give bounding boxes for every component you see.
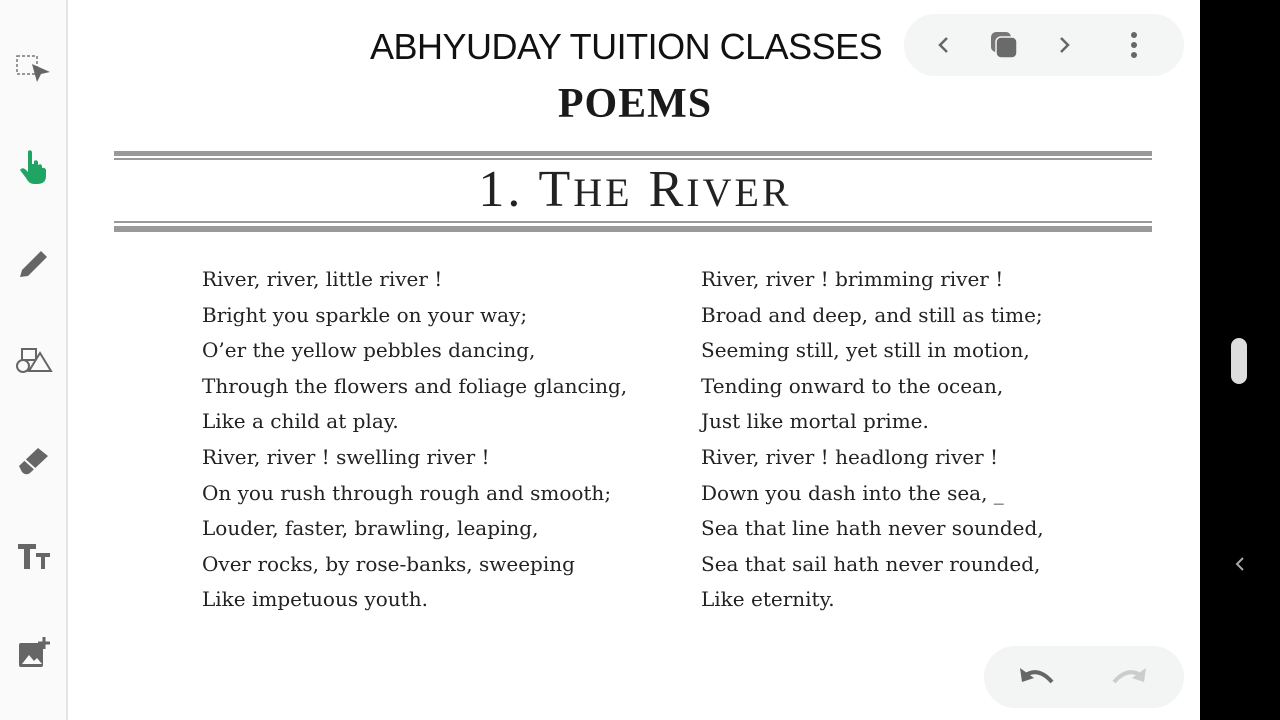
eraser-tool-button[interactable] [14,438,54,478]
title-top-rule [114,151,1152,156]
insert-image-tool-button[interactable] [14,633,54,673]
undo-redo-bar [984,646,1184,708]
side-panel-toggle[interactable] [1230,554,1250,574]
redo-icon [1108,662,1148,692]
poem-line: River, river ! headlong river ! [701,444,999,469]
poem-line: Like a child at play. [202,409,399,434]
poem-title [70,160,1200,219]
poem-line: River, river ! brimming river ! [701,267,1004,291]
title-letter: T [538,161,574,218]
poem-line: On you rush through rough and smooth; [202,480,612,505]
poem-line: Sea that line hath never sounded, [701,516,1044,541]
add-image-icon [14,633,54,673]
poem-line: Bright you sparkle on your way; [202,302,528,327]
poem-line: O’er the yellow pebbles dancing, [202,338,536,363]
document-subheading: POEMS [557,81,713,127]
text-tool-button[interactable] [14,536,54,576]
title-letter: R [648,161,687,218]
title-rest: HE [573,170,633,215]
undo-icon [1018,662,1058,692]
redo-button[interactable] [1108,657,1148,697]
poem-line: Sea that sail hath never rounded, [701,551,1041,576]
poem-line: Down you dash into the sea, _ [701,480,1004,505]
chevron-right-icon [1054,35,1074,55]
select-tool-button[interactable] [14,50,54,90]
document-canvas[interactable] [70,0,1200,720]
more-vertical-icon [1129,30,1139,60]
page-navigation-bar [904,14,1184,76]
poem-line: River, river ! swelling river ! [202,444,490,469]
poem-line: Tending onward to the ocean, [701,373,1004,398]
side-panel [1200,0,1280,720]
poem-left-column [202,262,627,618]
previous-page-button[interactable] [924,25,964,65]
pages-button[interactable] [984,25,1024,65]
poem-line: Through the flowers and foliage glancing, [202,373,628,398]
pen-tool-button[interactable] [14,243,54,283]
eraser-icon [14,438,54,478]
shapes-tool-button[interactable] [14,340,54,380]
poem-line: Just like mortal prime. [701,409,929,434]
chevron-left-icon [1230,554,1250,574]
hand-icon [14,145,54,185]
shapes-icon [14,340,54,380]
next-page-button[interactable] [1044,25,1084,65]
chevron-left-icon [934,35,954,55]
document-heading: ABHYUDAY TUITION CLASSES [370,26,883,67]
tool-sidebar [0,0,68,720]
poem-line: Over rocks, by rose-banks, sweeping [202,551,575,576]
poem-line: Like impetuous youth. [202,587,428,612]
poem-line: Like eternity. [701,587,835,612]
poem-line: Seeming still, yet still in motion, [701,338,1030,363]
title-rest: IVER [686,170,792,215]
poem-right-column [701,262,1044,618]
title-bottom-rule [114,226,1152,232]
poem-number: 1. [478,161,524,218]
poem-line: River, river, little river ! [202,267,443,291]
poem-line: Louder, faster, brawling, leaping, [202,516,539,541]
title-bottom-rule-thin [114,221,1152,223]
scrollbar-thumb[interactable] [1231,338,1247,384]
pages-icon [989,30,1019,60]
hand-tool-button[interactable] [14,145,54,185]
pencil-icon [14,243,54,283]
poem-line: Broad and deep, and still as time; [701,302,1043,327]
undo-button[interactable] [1018,657,1058,697]
more-options-button[interactable] [1114,25,1154,65]
text-size-icon [14,536,54,576]
lasso-select-icon [14,50,54,90]
